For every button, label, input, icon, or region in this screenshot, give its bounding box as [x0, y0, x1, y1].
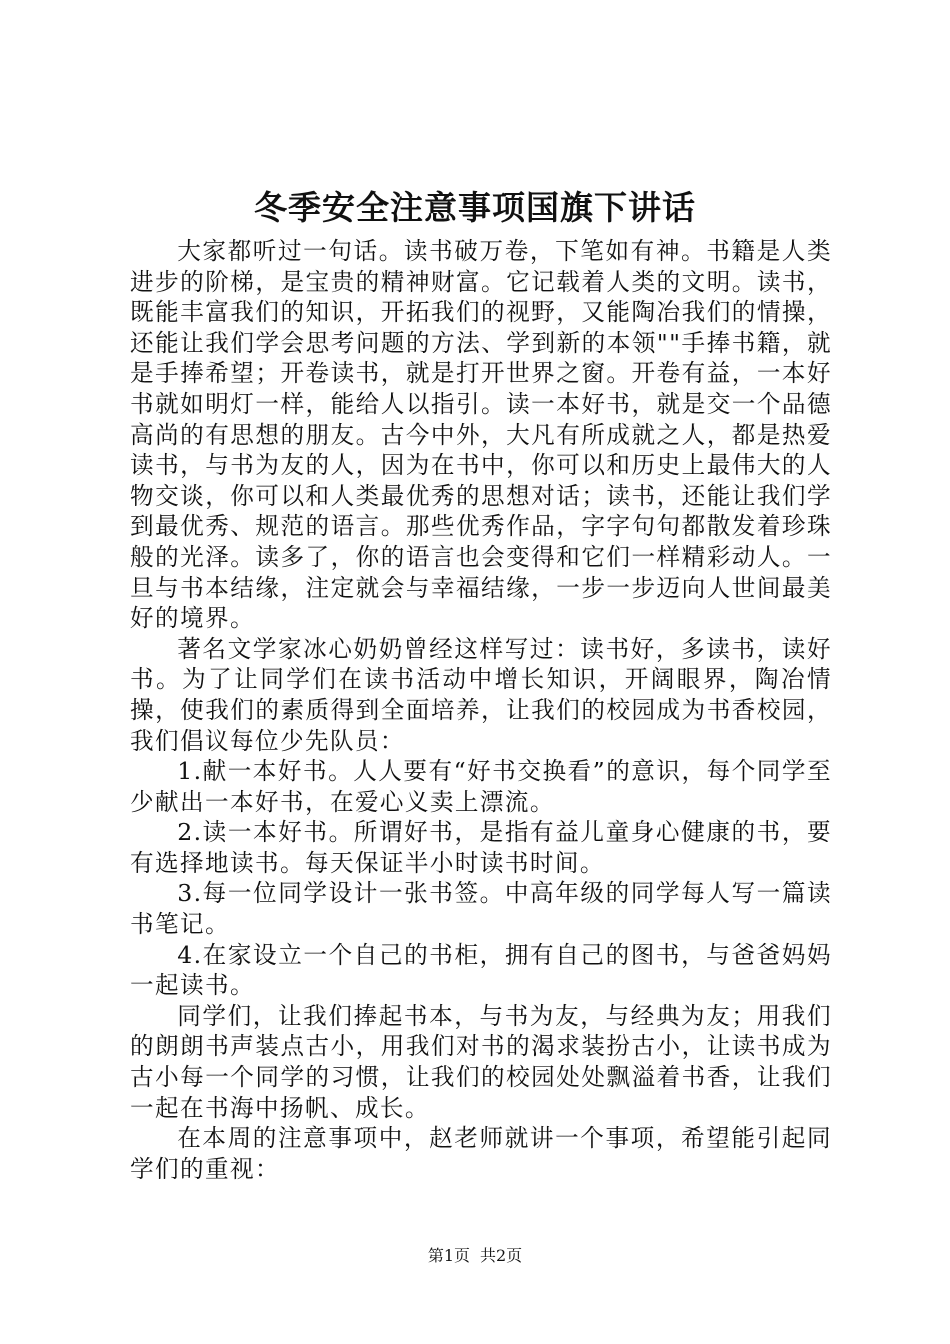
document-title: 冬季安全注意事项国旗下讲话 [254, 188, 696, 227]
page-footer [0, 1244, 950, 1268]
document-body [130, 236, 832, 1184]
paragraph: 在本周的注意事项中，赵老师就讲一个事项，希望能引起同学们的重视： [130, 1124, 832, 1183]
paragraph: 大家都听过一句话。读书破万卷，下笔如有神。书籍是人类进步的阶梯，是宝贵的精神财富。它记载着人类的文明。读书，既能丰富我们的知识，开拓我们的视野，又能陶冶我们的情操，还能让我们学会思考问题的方法、学到新的本领""手捧书籍，就是手捧希望；开卷读书，就是打开世界之窗。开卷有益，一本好书就如明灯一样，能给人以指引。读一本好书，就是交一个品德高尚的有思想的朋友。古今中外，大凡有所成就之人，都是热爱读书，与书为友的人，因为在书中，你可以和历史上最伟大的人物交谈，你可以和人类最优秀的思想对话；读书，还能让我们学到最优秀、规范的语言。那些优秀作品，字字句句都散发着珍珠般的光泽。读多了，你的语言也会变得和它们一样精彩动人。一旦与书本结缘，注定就会与幸福结缘，一步一步迈向人世间最美好的境界。 [130, 237, 832, 633]
paragraph: 4.在家设立一个自己的书柜，拥有自己的图书，与爸爸妈妈一起读书。 [130, 940, 832, 1000]
paragraph: 2.读一本好书。所谓好书，是指有益儿童身心健康的书，要有选择地读书。每天保证半小时读书时间。 [130, 818, 832, 877]
page-number-total: 共2页 [480, 1246, 523, 1265]
paragraph: 3.每一位同学设计一张书签。中高年级的同学每人写一篇读书笔记。 [130, 879, 832, 939]
paragraph: 著名文学家冰心奶奶曾经这样写过：读书好，多读书，读好书。为了让同学们在读书活动中增长知识，开阔眼界，陶冶情操，使我们的素质得到全面培养，让我们的校园成为书香校园，我们倡议每位少先队员： [130, 634, 832, 755]
page-number-current: 第1页 [427, 1246, 470, 1265]
paragraph: 1.献一本好书。人人要有“好书交换看”的意识，每个同学至少献出一本好书，在爱心义卖上漂流。 [130, 757, 832, 816]
paragraph: 同学们，让我们捧起书本，与书为友，与经典为友；用我们的朗朗书声装点古小，用我们对书的渴求装扮古小，让读书成为古小每一个同学的习惯，让我们的校园处处飘溢着书香，让我们一起在书海中扬帆、成长。 [130, 1001, 832, 1122]
